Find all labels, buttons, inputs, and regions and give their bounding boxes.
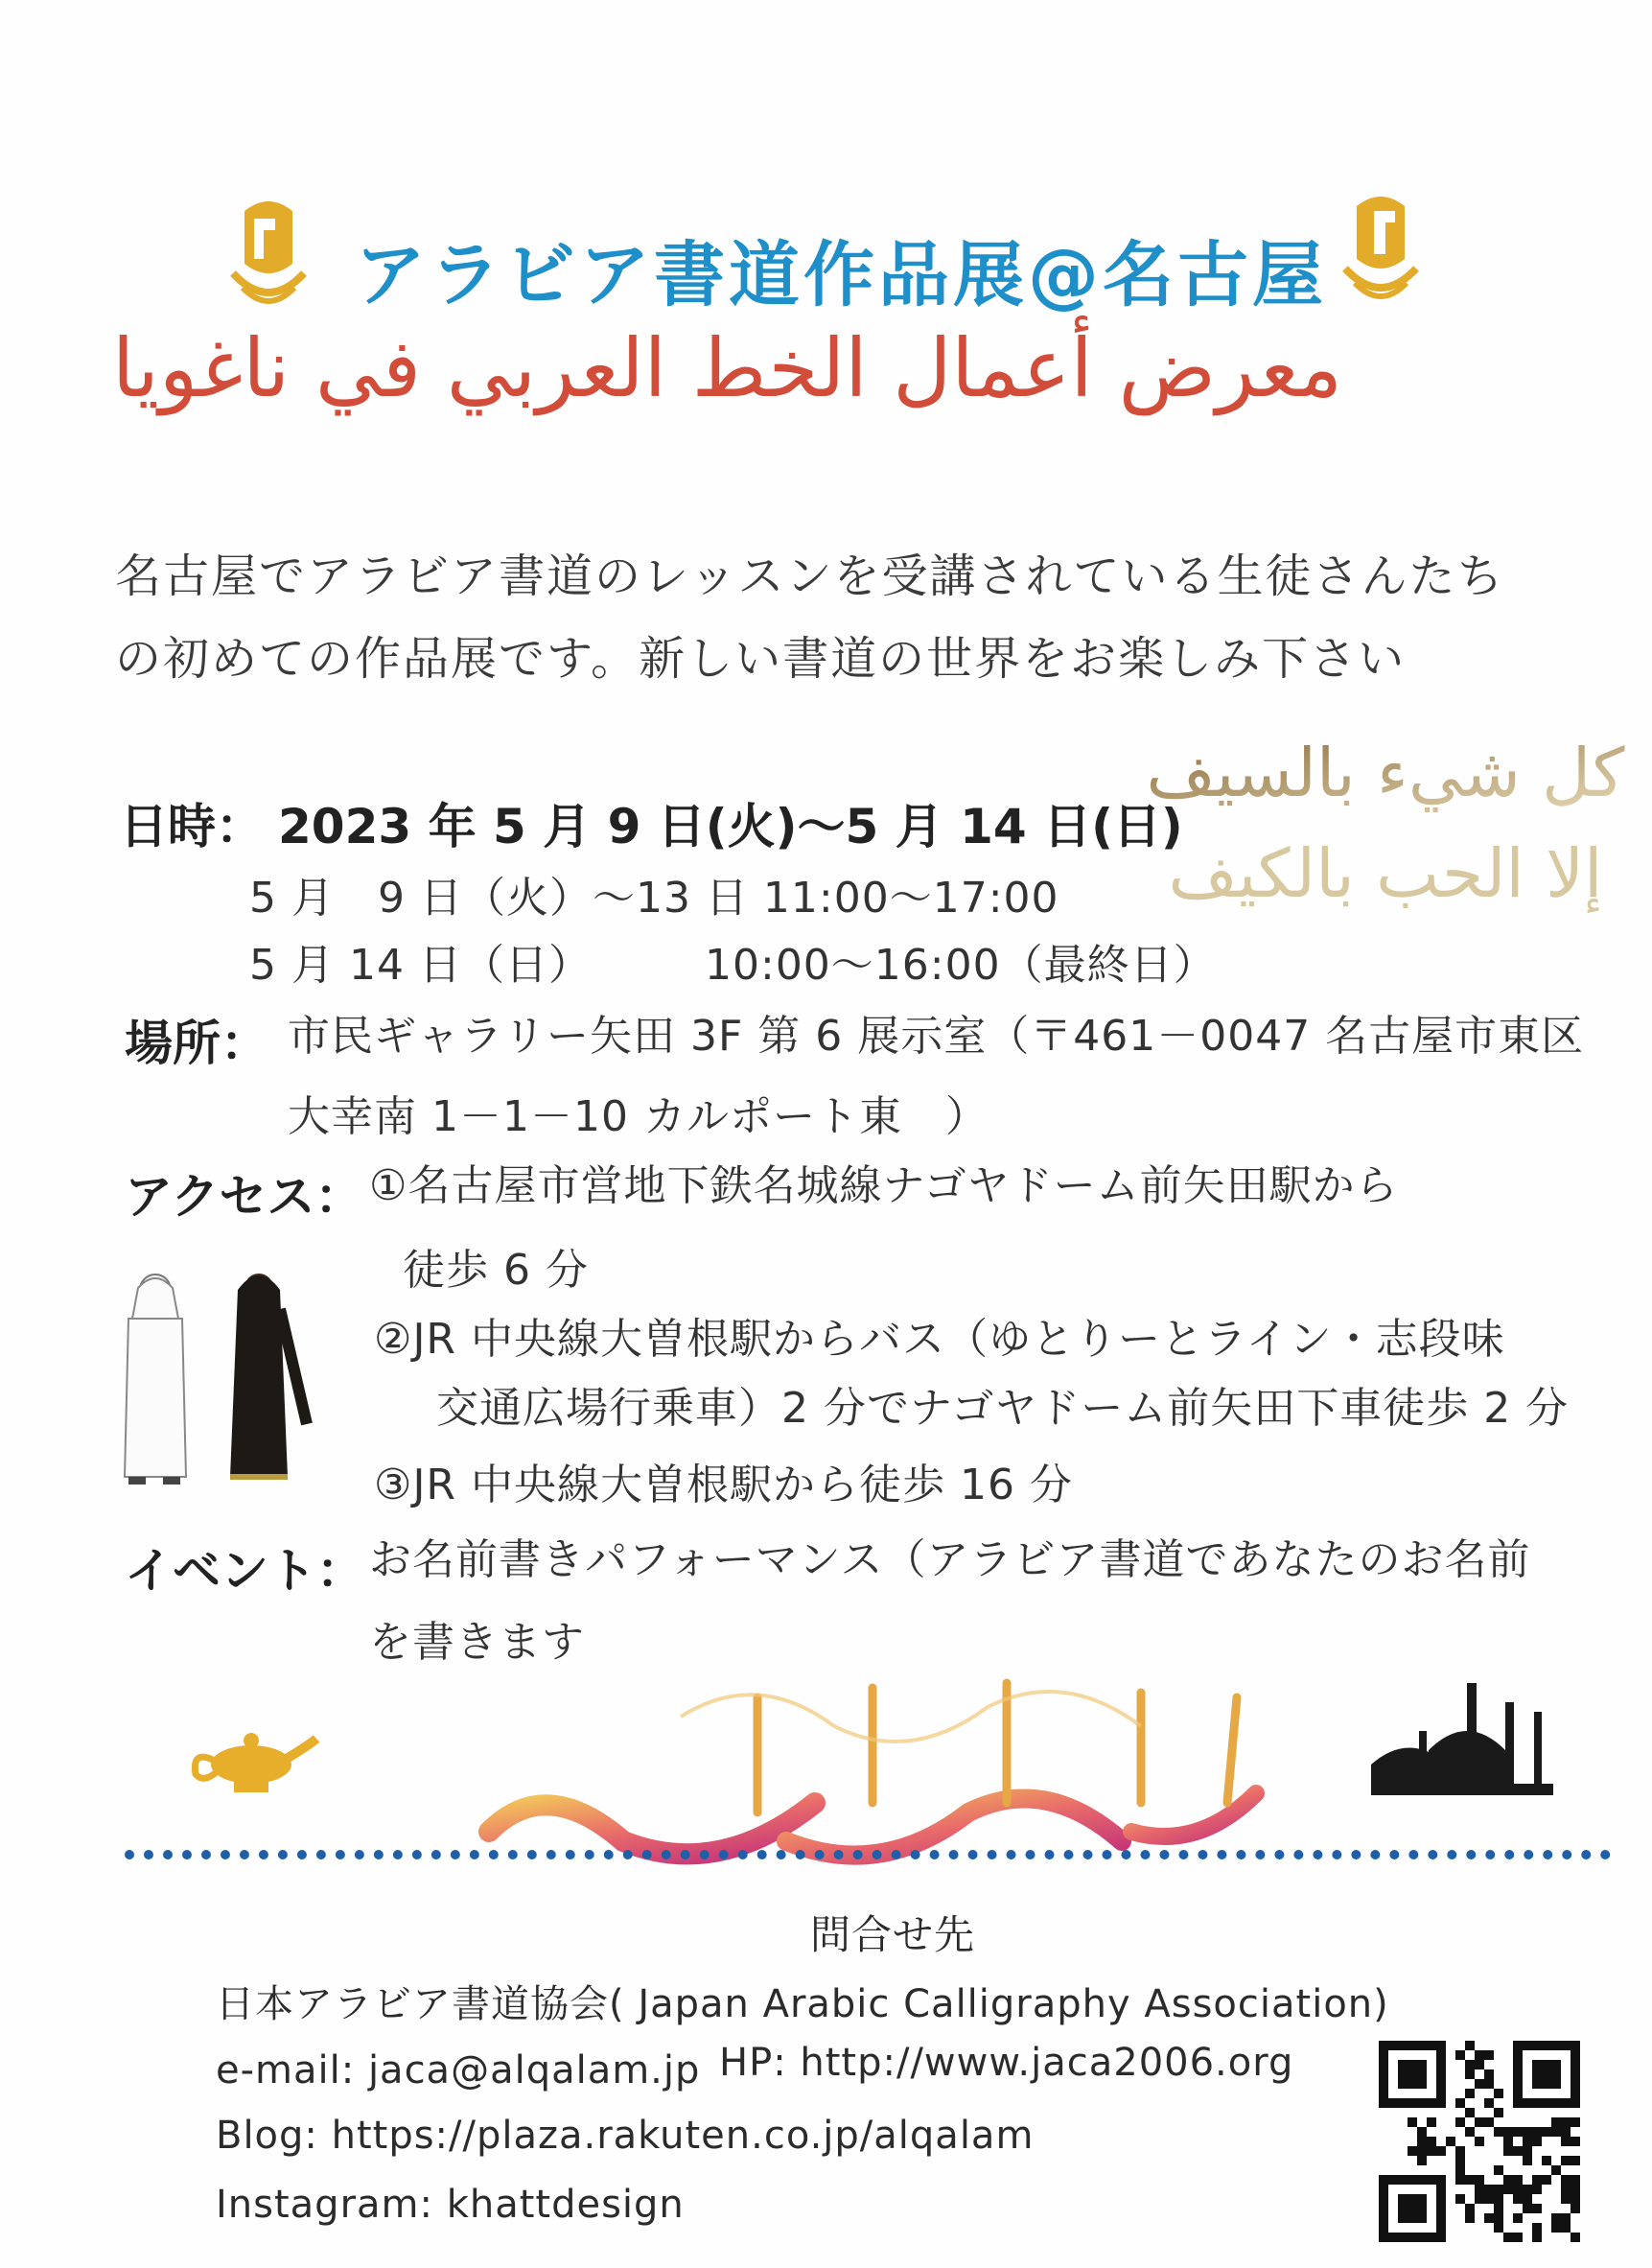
arabic-title: معرض أعمال الخط العربي في ناغويا: [111, 321, 1342, 415]
calligraphy-top-right: [1146, 705, 1625, 935]
place-label: 場所：: [125, 1016, 268, 1071]
contact-instagram[interactable]: Instagram: khattdesign: [216, 2183, 685, 2227]
contact-heading: 問合せ先: [810, 1911, 976, 1958]
datetime-row-1: 5 月 9 日（火）～13 日 11:00～17:00: [249, 874, 1059, 923]
event-line-2: を書きます: [369, 1618, 585, 1667]
access-item-1a: ①名古屋市営地下鉄名城線ナゴヤドーム前矢田駅から: [369, 1161, 1399, 1210]
emblem-right-icon: [1338, 187, 1424, 316]
datetime-row-2-date: 5 月 14 日（日）: [249, 941, 592, 990]
datetime-row-2-time: 10:00～16:00（最終日）: [705, 941, 1217, 990]
svg-text:إلا الحب بالكيف: إلا الحب بالكيف: [1168, 834, 1603, 913]
access-item-2a: ②JR 中央線大曽根駅からバス（ゆとりーとライン・志段味: [374, 1315, 1505, 1364]
contact-blog[interactable]: Blog: https://plaza.rakuten.co.jp/alqalam: [216, 2114, 1035, 2158]
intro-line-1: 名古屋でアラビア書道のレッスンを受講されている生徒さんたち: [115, 549, 1505, 603]
intro-line-2: の初めての作品展です。新しい書道の世界をお楽しみ下さい: [115, 632, 1407, 686]
event-label: イベント：: [125, 1543, 364, 1599]
place-line-1: 市民ギャラリー矢田 3F 第 6 展示室（〒461－0047 名古屋市東区: [288, 1012, 1585, 1061]
page-title: アラビア書道作品展@名古屋: [355, 234, 1327, 316]
svg-text:كل شيء بالسيف: كل شيء بالسيف: [1146, 734, 1625, 812]
access-label: アクセス：: [125, 1169, 363, 1225]
datetime-main: 2023 年 5 月 9 日(火)～5 月 14 日(日): [278, 799, 1183, 854]
qr-code-icon[interactable]: [1379, 2041, 1580, 2246]
datetime-label: 日時：: [120, 799, 264, 854]
dotted-divider: [125, 1850, 1611, 1859]
magic-lamp-icon: [184, 1721, 318, 1807]
contact-org: 日本アラビア書道協会( Japan Arabic Calligraphy Association): [216, 1982, 1389, 2026]
emblem-left-icon: [225, 192, 312, 320]
arab-couple-illustration: [115, 1261, 336, 1495]
access-item-2b: 交通広場行乗車）2 分でナゴヤドーム前矢田下車徒歩 2 分: [436, 1384, 1570, 1433]
contact-email[interactable]: e-mail: jaca@alqalam.jp: [216, 2048, 701, 2093]
place-line-2: 大幸南 1－1－10 カルポート東 ）: [288, 1092, 989, 1141]
mosque-silhouette-icon: [1371, 1673, 1553, 1802]
contact-hp[interactable]: HP: http://www.jaca2006.org: [719, 2041, 1294, 2085]
access-item-3: ③JR 中央線大曽根駅から徒歩 16 分: [374, 1461, 1073, 1509]
event-line-1: お名前書きパフォーマンス（アラビア書道であなたのお名前: [369, 1535, 1531, 1584]
access-item-1b: 徒歩 6 分: [403, 1246, 589, 1295]
